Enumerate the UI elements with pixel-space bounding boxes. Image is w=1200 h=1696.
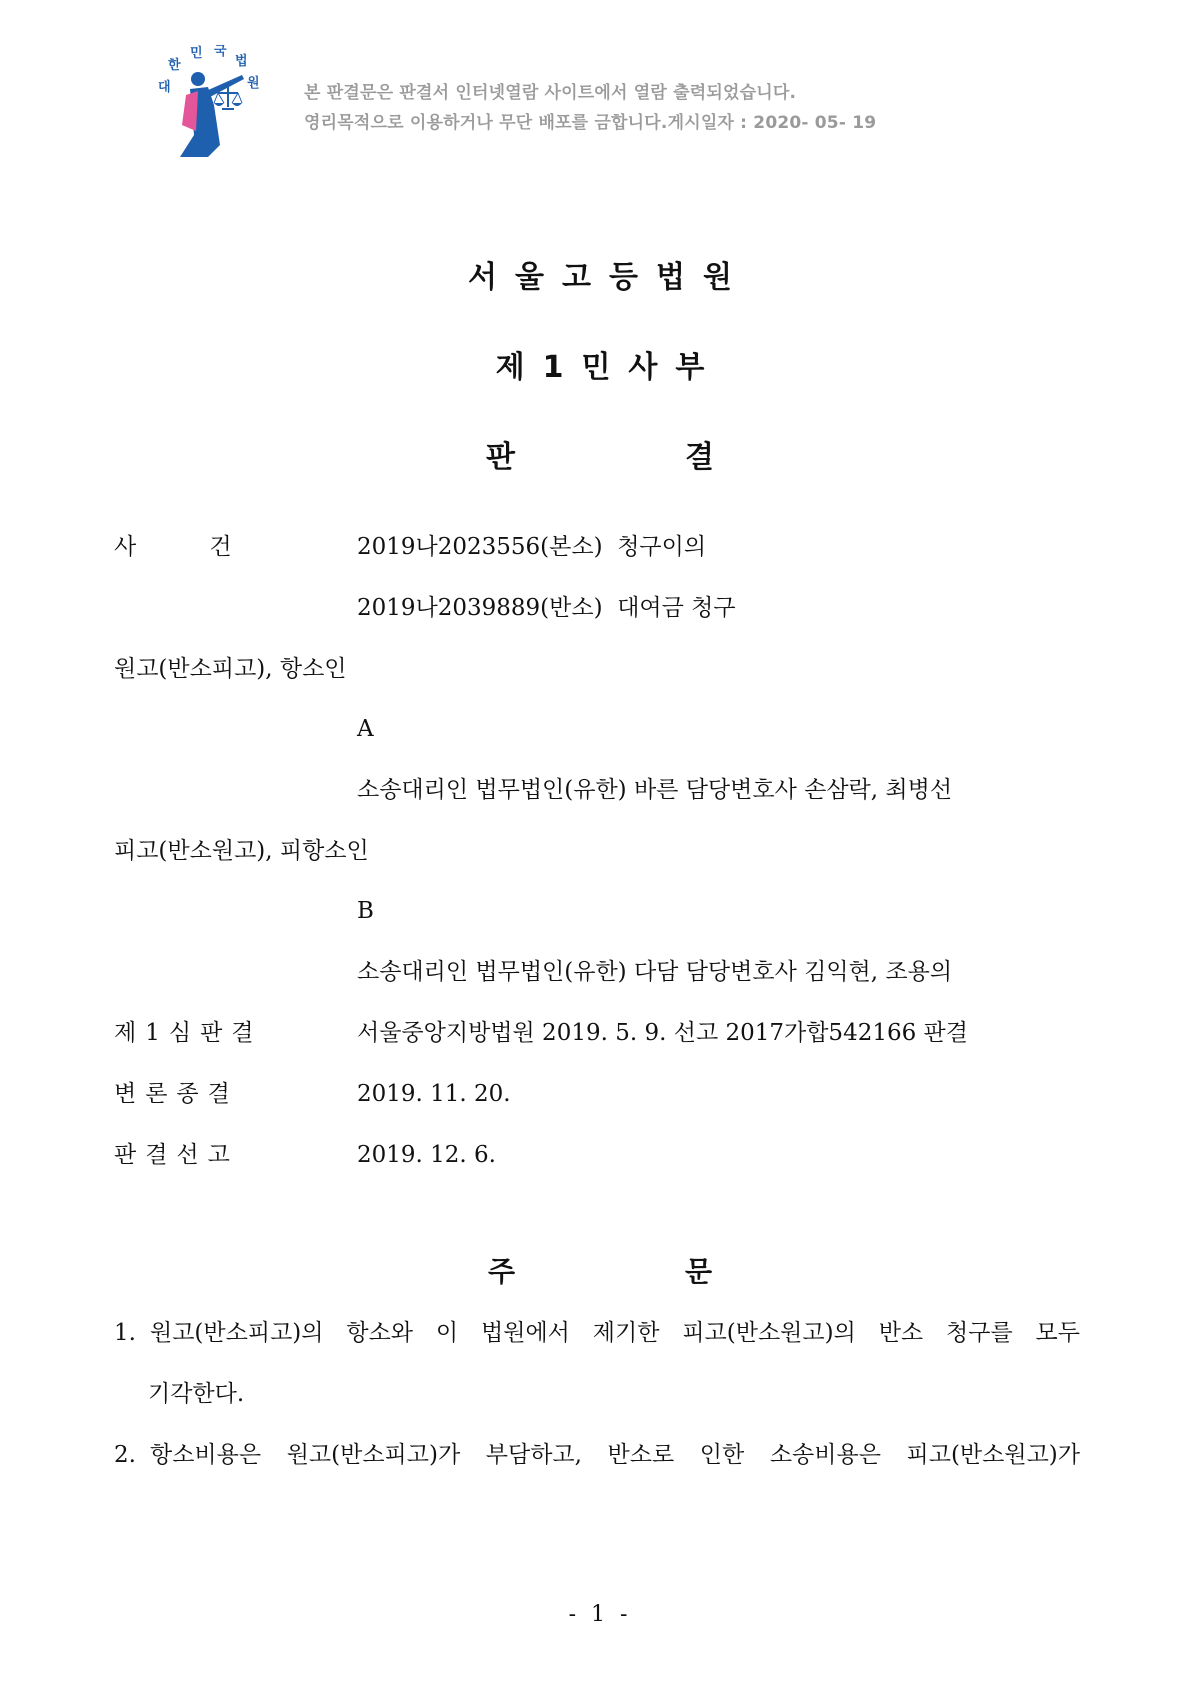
defendant-name: B <box>357 898 374 924</box>
order-heading-right: 문 <box>685 1255 713 1288</box>
closing-label: 변론종결 <box>114 1081 239 1107</box>
defendant-label: 피고(반소원고), 피항소인 <box>114 838 369 864</box>
judgment-heading <box>0 432 1200 476</box>
court-name: 서울고등법원 <box>468 260 750 295</box>
sentencing-date: 2019. 12. 6. <box>357 1142 496 1168</box>
case-number-1: 2019나2023556(본소) 청구이의 <box>357 534 707 560</box>
order-item-number: 2. <box>114 1442 136 1468</box>
court-emblem-logo <box>150 45 275 163</box>
order-heading <box>0 1250 1200 1290</box>
order-item <box>114 1440 1084 1470</box>
page-number: - 1 - <box>568 1602 632 1627</box>
svg-text:민: 민 <box>190 46 203 61</box>
closing-date: 2019. 11. 20. <box>357 1081 511 1107</box>
case-label: 사 건 <box>114 534 232 560</box>
order-item-number: 1. <box>114 1320 136 1346</box>
order-heading-left: 주 <box>487 1255 515 1288</box>
order-item-text: 원고(반소피고)의 항소와 이 법원에서 제기한 피고(반소원고)의 반소 청구를 모두 <box>150 1320 1080 1346</box>
order-item <box>114 1318 1084 1348</box>
plaintiff-attorney: 소송대리인 법무법인(유한) 바른 담당변호사 손삼락, 최병선 <box>357 777 953 803</box>
first-instance-label: 제1심판결 <box>114 1020 263 1046</box>
order-item-continuation: 기각한다. <box>148 1381 245 1407</box>
first-instance-value: 서울중앙지방법원 2019. 5. 9. 선고 2017가합542166 판결 <box>357 1020 968 1046</box>
plaintiff-name: A <box>357 716 374 742</box>
notice-line-1: 본 판결문은 판결서 인터넷열람 사이트에서 열람 출력되었습니다. <box>304 83 797 103</box>
svg-text:대: 대 <box>158 80 171 95</box>
order-item-text: 항소비용은 원고(반소피고)가 부담하고, 반소로 인한 소송비용은 피고(반소원고)가 <box>150 1442 1080 1468</box>
svg-text:국: 국 <box>214 45 227 59</box>
judgment-heading-left: 판 <box>486 440 515 475</box>
judgment-heading-right: 결 <box>685 440 714 475</box>
defendant-attorney: 소송대리인 법무법인(유한) 다담 담당변호사 김익현, 조용의 <box>357 959 953 985</box>
svg-text:법: 법 <box>235 54 248 69</box>
case-number-2: 2019나2039889(반소) 대여금 청구 <box>357 595 736 621</box>
notice-line-2: 영리목적으로 이용하거나 무단 배포를 금합니다.게시일자 : 2020- 05- 19 <box>304 113 877 133</box>
download-notice <box>304 78 876 138</box>
plaintiff-label: 원고(반소피고), 항소인 <box>114 656 347 682</box>
sentencing-label: 판결선고 <box>114 1142 239 1168</box>
division-name: 제1민사부 <box>495 350 723 385</box>
svg-text:한: 한 <box>168 58 181 73</box>
svg-text:원: 원 <box>247 76 260 91</box>
